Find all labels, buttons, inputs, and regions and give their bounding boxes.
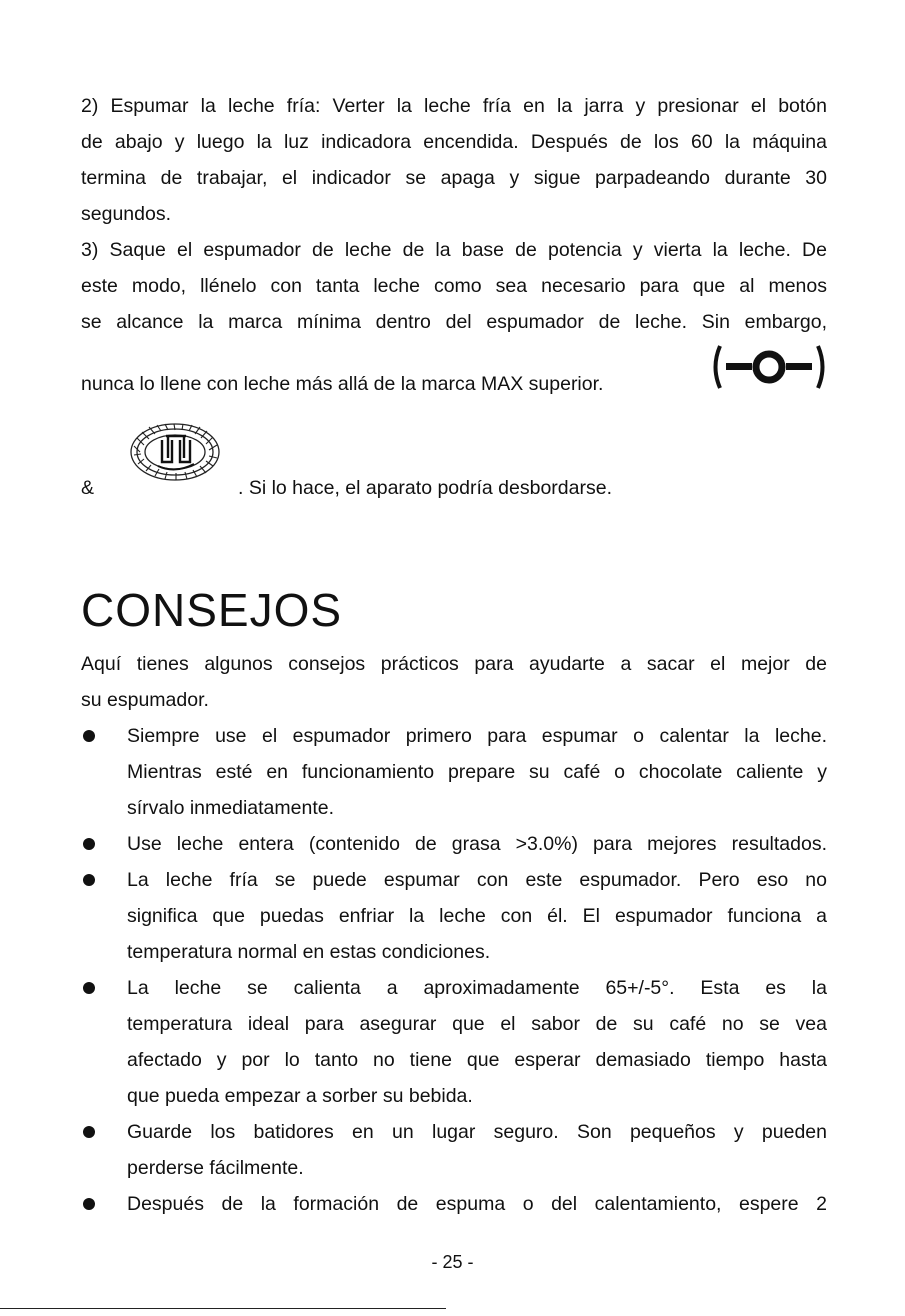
tip-line: Guarde los batidores en un lugar seguro. Son pequeños y pueden — [127, 1121, 827, 1143]
tip-line: temperatura ideal para asegurar que el sabor de su café no se vea — [127, 1013, 827, 1035]
instructions-block — [81, 88, 827, 340]
bullet-icon — [83, 1198, 95, 1210]
step2-line-4: segundos. — [81, 203, 171, 225]
step2-line-2: de abajo y luego la luz indicadora encendida. Después de los 60 la máquina — [81, 131, 827, 153]
max-mark-symbol-icon — [710, 342, 828, 392]
tip-line: Mientras esté en funcionamiento prepare su café o chocolate caliente y — [127, 761, 827, 783]
step3-max-line: nunca lo llene con leche más allá de la marca MAX superior. — [81, 373, 604, 395]
step3-line-1: 3) Saque el espumador de leche de la base de potencia y vierta la leche. De — [81, 239, 827, 261]
bullet-icon — [83, 730, 95, 742]
tip-item — [81, 718, 827, 826]
tip-line: Después de la formación de espuma o del calentamiento, espere 2 — [127, 1193, 827, 1215]
tip-line: afectado y por lo tanto no tiene que esperar demasiado tiempo hasta — [127, 1049, 827, 1071]
tip-item — [81, 862, 827, 970]
bullet-icon — [83, 1126, 95, 1138]
ampersand-text: & — [81, 477, 95, 499]
tips-intro — [81, 646, 827, 718]
tip-line: perderse fácilmente. — [127, 1157, 304, 1179]
overflow-note: . Si lo hace, el aparato podría desbordarse. — [238, 477, 612, 499]
tip-item — [81, 826, 827, 862]
page-number: - 25 - — [431, 1252, 474, 1272]
tip-line: Siempre use el espumador primero para espumar o calentar la leche. — [127, 725, 827, 747]
tip-line: La leche fría se puede espumar con este espumador. Pero eso no — [127, 869, 827, 891]
tip-item — [81, 1114, 827, 1186]
tip-item — [81, 1186, 827, 1222]
step2-line-3: termina de trabajar, el indicador se apaga y sigue parpadeando durante 30 — [81, 167, 827, 189]
divider — [0, 1308, 446, 1309]
tips-list — [81, 718, 827, 1222]
tip-line: significa que puedas enfriar la leche con él. El espumador funciona a — [127, 905, 827, 927]
tip-line: Use leche entera (contenido de grasa >3.0%) para mejores resultados. — [127, 833, 827, 855]
tip-line: que pueda empezar a sorber su bebida. — [127, 1085, 473, 1107]
step3-line-2: este modo, llénelo con tanta leche como sea necesario para que al menos — [81, 275, 827, 297]
tip-item — [81, 970, 827, 1114]
tip-line: temperatura normal en estas condiciones. — [127, 941, 491, 963]
bullet-icon — [83, 874, 95, 886]
tip-line: La leche se calienta a aproximadamente 65+/-5°. Esta es la — [127, 977, 827, 999]
intro-line-1: Aquí tienes algunos consejos prácticos para ayudarte a sacar el mejor de — [81, 653, 827, 675]
intro-line-2: su espumador. — [81, 689, 209, 711]
section-heading: CONSEJOS — [81, 584, 343, 636]
bullet-icon — [83, 838, 95, 850]
step3-line-3: se alcance la marca mínima dentro del espumador de leche. Sin embargo, — [81, 311, 827, 333]
whisk-coil-icon — [128, 418, 226, 490]
step2-line-1: 2) Espumar la leche fría: Verter la leche fría en la jarra y presionar el botón — [81, 95, 827, 117]
bullet-icon — [83, 982, 95, 994]
tip-line: sírvalo inmediatamente. — [127, 797, 335, 819]
